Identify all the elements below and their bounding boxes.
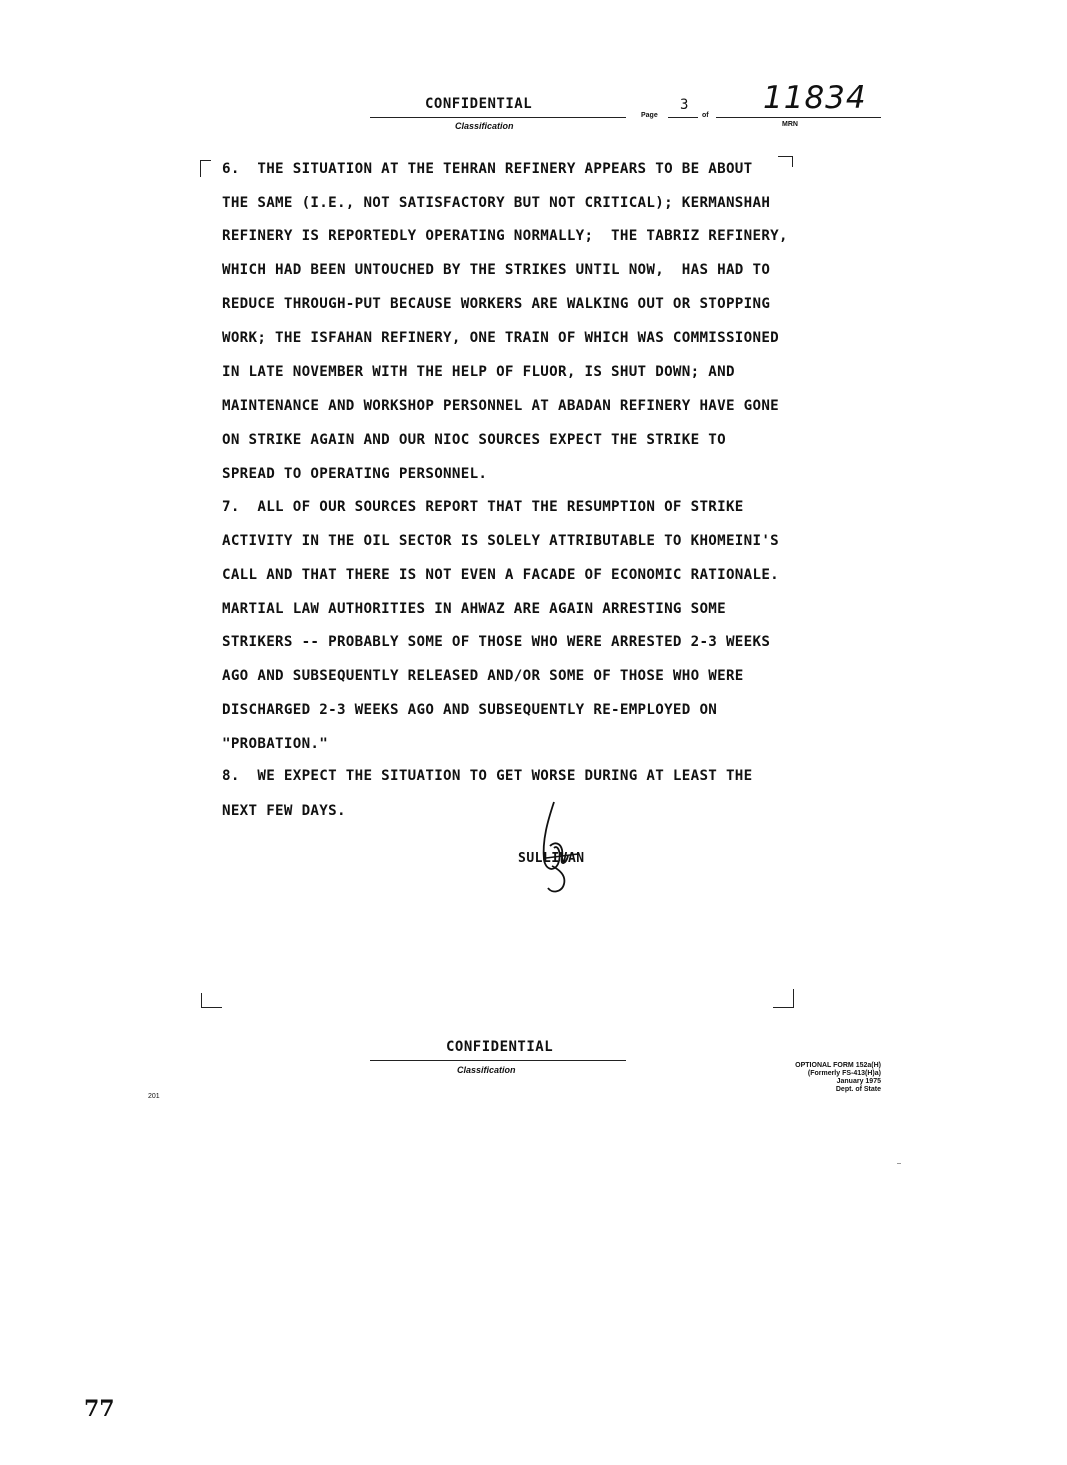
body-line: WORK; THE ISFAHAN REFINERY, ONE TRAIN OF WHICH WAS COMMISSIONED — [222, 330, 780, 346]
text-corner-bracket-top-left — [200, 160, 211, 177]
handwritten-signature-icon — [528, 800, 588, 900]
body-line: 7. ALL OF OUR SOURCES REPORT THAT THE RESUMPTION OF STRIKE — [222, 499, 744, 515]
of-label: of — [702, 112, 709, 119]
body-line: SPREAD TO OPERATING PERSONNEL. — [222, 466, 488, 482]
header-classification-rule — [370, 117, 626, 118]
body-line: WHICH HAD BEEN UNTOUCHED BY THE STRIKES UNTIL NOW, HAS HAD TO — [222, 262, 771, 278]
page-number-rule — [668, 117, 698, 118]
body-line: THE SAME (I.E., NOT SATISFACTORY BUT NOT CRITICAL); KERMANSHAH — [222, 195, 771, 211]
body-line: MAINTENANCE AND WORKSHOP PERSONNEL AT ABADAN REFINERY HAVE GONE — [222, 398, 780, 414]
form-line: January 1975 — [836, 1078, 881, 1085]
body-line: MARTIAL LAW AUTHORITIES IN AHWAZ ARE AGAIN ARRESTING SOME — [222, 601, 726, 617]
mrn-rule — [716, 117, 881, 118]
text-corner-bracket-bottom-left — [201, 993, 222, 1008]
page-marker: 77 — [84, 1396, 115, 1422]
body-line: DISCHARGED 2-3 WEEKS AGO AND SUBSEQUENTLY RE-EMPLOYED ON — [222, 702, 718, 718]
form-code: 201 — [148, 1093, 160, 1100]
footer-classification-label: Classification — [457, 1065, 516, 1075]
mrn-label: MRN — [782, 121, 798, 128]
form-identifier — [735, 1062, 881, 1094]
form-line: OPTIONAL FORM 152a(H) — [795, 1062, 881, 1069]
body-line: NEXT FEW DAYS. — [222, 803, 346, 819]
text-corner-bracket-bottom-right — [773, 989, 794, 1008]
header-classification: CONFIDENTIAL — [425, 96, 533, 112]
page-number: 3 — [680, 97, 689, 113]
body-line: ACTIVITY IN THE OIL SECTOR IS SOLELY ATTRIBUTABLE TO KHOMEINI'S — [222, 533, 780, 549]
body-line: REDUCE THROUGH-PUT BECAUSE WORKERS ARE WALKING OUT OR STOPPING — [222, 296, 771, 312]
header-classification-label: Classification — [455, 121, 514, 131]
body-line: IN LATE NOVEMBER WITH THE HELP OF FLUOR, IS SHUT DOWN; AND — [222, 364, 735, 380]
footer-classification: CONFIDENTIAL — [446, 1039, 554, 1055]
body-line: 6. THE SITUATION AT THE TEHRAN REFINERY APPEARS TO BE ABOUT — [222, 161, 753, 177]
body-line: 8. WE EXPECT THE SITUATION TO GET WORSE DURING AT LEAST THE — [222, 768, 753, 784]
form-line: (Formerly FS-413(H)a) — [807, 1070, 881, 1077]
page-label: Page — [641, 112, 658, 119]
mrn-handwritten-number: 11834 — [763, 80, 867, 116]
footer-classification-rule — [370, 1060, 626, 1061]
body-line: STRIKERS -- PROBABLY SOME OF THOSE WHO WERE ARRESTED 2-3 WEEKS — [222, 634, 771, 650]
body-line: REFINERY IS REPORTEDLY OPERATING NORMALLY; THE TABRIZ REFINERY, — [222, 228, 788, 244]
body-line: "PROBATION." — [222, 736, 329, 752]
body-line: AGO AND SUBSEQUENTLY RELEASED AND/OR SOME OF THOSE WHO WERE — [222, 668, 744, 684]
form-line: Dept. of State — [835, 1086, 881, 1093]
signature-name: SULLIVAN — [518, 851, 585, 866]
body-line: ON STRIKE AGAIN AND OUR NIOC SOURCES EXPECT THE STRIKE TO — [222, 432, 726, 448]
scan-speck — [897, 1163, 901, 1164]
body-line: CALL AND THAT THERE IS NOT EVEN A FACADE OF ECONOMIC RATIONALE. — [222, 567, 780, 583]
text-corner-bracket-top-right — [778, 156, 793, 167]
